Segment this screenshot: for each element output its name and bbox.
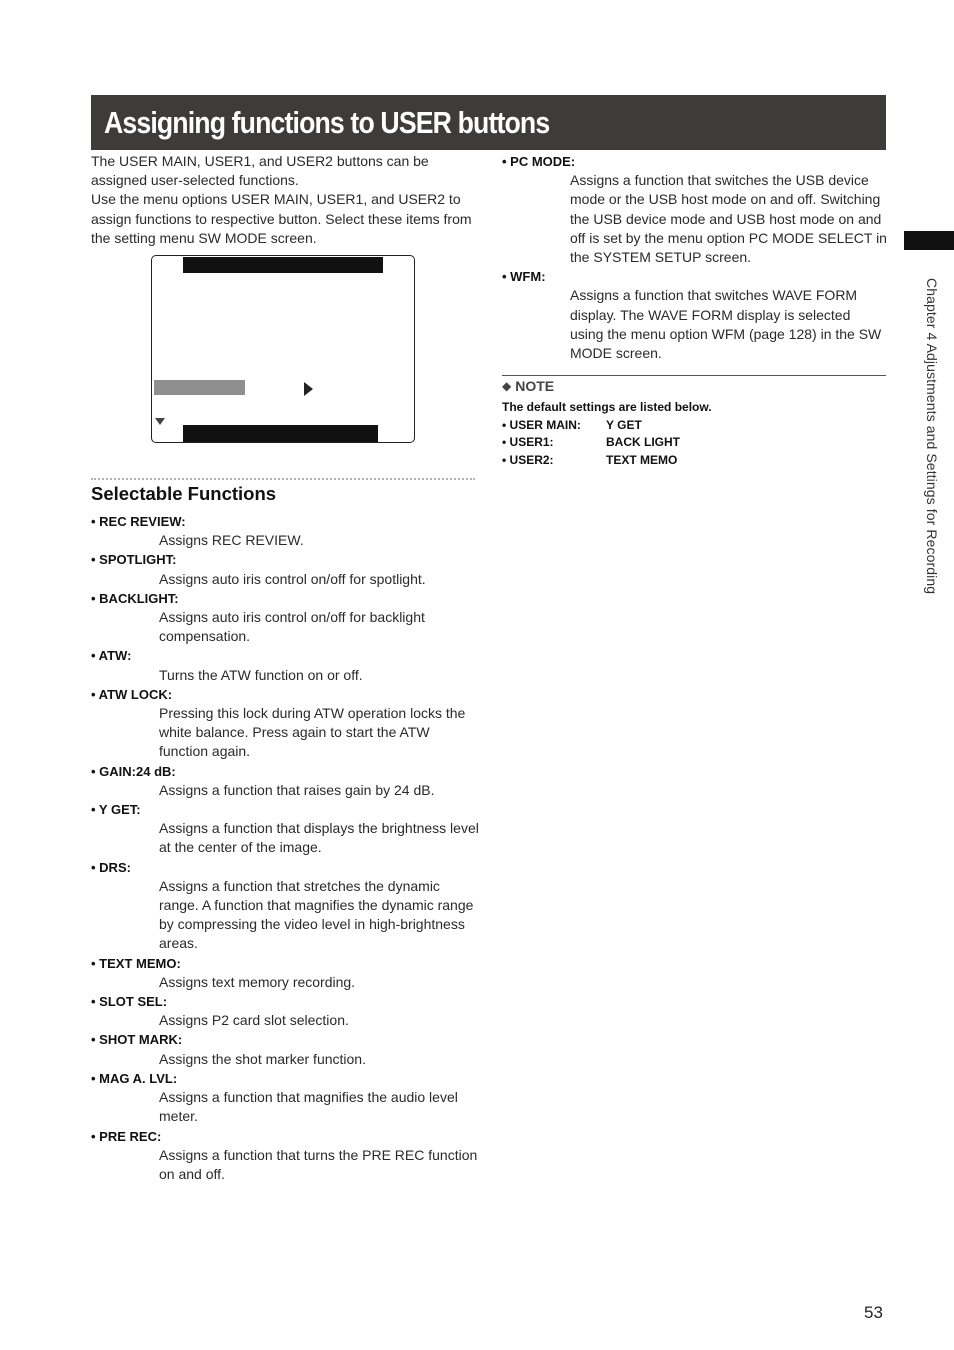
function-label: • Y GET: [91,802,141,818]
function-label: • SLOT SEL: [91,994,168,1010]
function-label: • SHOT MARK: [91,1032,183,1048]
default-setting-value: BACK LIGHT [606,435,680,450]
function-item [91,858,481,954]
function-label: • BACKLIGHT: [91,590,179,606]
default-setting-row [502,452,886,470]
default-setting-row [502,417,886,435]
function-description: Turns the ATW function on or off. [159,666,363,683]
function-item [91,1030,481,1068]
note-divider [502,375,886,376]
function-item [91,512,481,550]
intro-paragraph-2: Use the menu options USER MAIN, USER1, and USER2 to assign functions to respective button. Select these items from the setting menu SW MODE screen. [91,191,472,246]
section-divider [91,478,475,480]
menu-footer-bar [183,425,378,442]
function-description: Assigns REC REVIEW. [159,532,304,549]
function-item [91,589,481,647]
function-item [91,1069,481,1127]
chapter-tab-marker [904,231,954,250]
function-item [502,152,887,267]
function-description: Assigns text memory recording. [159,973,356,990]
function-label: • WFM: [502,269,546,285]
arrow-right-icon [304,382,313,396]
function-item [91,992,481,1030]
intro-text [91,152,481,248]
functions-list-right [502,152,887,363]
function-description: Assigns a function that stretches the dynamic range. A function that magnifies the dynamic range by compressing the video level in high-brightness areas. [159,877,474,952]
default-setting-key: • USER2: [502,452,554,467]
function-item [91,800,481,858]
note-heading [502,378,554,394]
function-description: Assigns a function that raises gain by 24 dB. [159,781,435,798]
function-label: • GAIN:24 dB: [91,763,176,779]
default-setting-value: Y GET [606,417,642,432]
section-heading: Selectable Functions [91,483,277,504]
function-item [91,1127,481,1185]
default-setting-row [502,434,886,452]
function-description: Assigns auto iris control on/off for backlight compensation. [159,609,425,645]
note-heading-label: NOTE [515,378,555,394]
note-intro: The default settings are listed below. [502,400,712,414]
note-body [502,399,886,469]
function-description: Assigns the shot marker function. [159,1050,366,1067]
title-bar [91,95,886,150]
intro-paragraph-1: The USER MAIN, USER1, and USER2 buttons can be assigned user-selected functions. [91,153,429,189]
function-description: Pressing this lock during ATW operation locks the white balance. Press again to start the ATW function again. [159,705,466,760]
page-number: 53 [864,1303,883,1322]
function-label: • SPOTLIGHT: [91,552,177,568]
function-item [91,685,481,762]
default-setting-key: • USER1: [502,435,554,450]
function-description: Assigns a function that switches the USB device mode or the USB host mode on and off. Switching the USB device mode and USB host mode on and off is set by the menu option PC MODE SELECT in the SYSTEM SETUP screen. [570,172,887,266]
menu-header-bar [183,257,383,273]
function-label: • PRE REC: [91,1128,162,1144]
default-setting-value: TEXT MEMO [606,452,678,467]
function-description: Assigns a function that turns the PRE REC function on and off. [159,1146,478,1182]
function-label: • REC REVIEW: [91,514,186,529]
function-label: • TEXT MEMO: [91,955,181,971]
function-description: Assigns a function that switches WAVE FORM display. The WAVE FORM display is selected using the menu option WFM (page 128) in the SW MODE screen. [570,287,882,362]
function-item [91,550,481,588]
function-description: Assigns a function that magnifies the audio level meter. [159,1089,458,1125]
functions-list-left [91,512,481,1184]
function-item [502,267,887,363]
sw-mode-menu-illustration [151,255,415,443]
menu-selected-row [154,380,245,395]
function-description: Assigns P2 card slot selection. [159,1012,349,1029]
page-title: Assigning functions to USER buttons [104,104,550,140]
function-item [91,762,481,800]
function-label: • PC MODE: [502,154,576,169]
function-item [91,954,481,992]
function-label: • ATW: [91,648,132,664]
function-label: • DRS: [91,859,131,875]
function-description: Assigns a function that displays the brightness level at the center of the image. [159,820,479,856]
chapter-side-label: Chapter 4 Adjustments and Settings for Recording [924,278,940,595]
function-description: Assigns auto iris control on/off for spotlight. [159,570,426,587]
arrow-down-icon [155,418,165,425]
function-item [91,646,481,684]
function-label: • MAG A. LVL: [91,1070,178,1086]
diamond-icon: ◆ [502,379,512,393]
function-label: • ATW LOCK: [91,686,173,702]
default-setting-key: • USER MAIN: [502,417,581,432]
